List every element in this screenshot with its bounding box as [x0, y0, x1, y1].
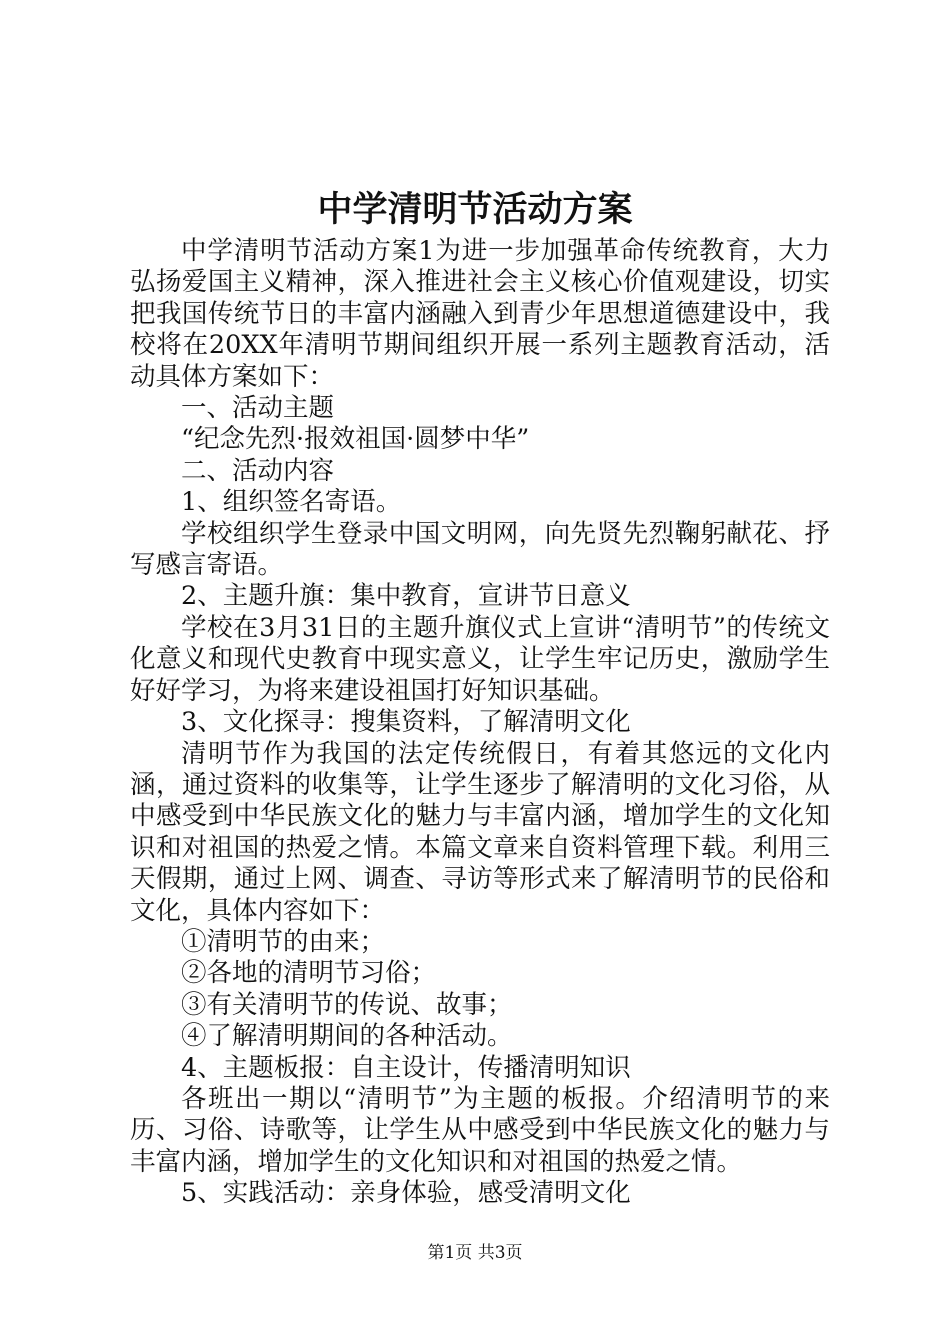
item-heading-4: 4、主题板报：自主设计，传播清明知识	[181, 1052, 631, 1083]
intro-paragraph: 中学清明节活动方案1为进一步加强革命传统教育，大力弘扬爱国主义精神，深入推进社会主义核心价值观建设，切实把我国传统节日的丰富内涵融入到青少年思想道德建设中，我校将在20XX年清明节期间组织开展一系列主题教育活动，活动具体方案如下：	[130, 236, 830, 392]
item-body-1: 学校组织学生登录中国文明网，向先贤先烈鞠躬献花、抒写感言寄语。	[130, 518, 830, 581]
list-item: ①清明节的由来；	[181, 926, 386, 957]
item-body-4: 各班出一期以“清明节”为主题的板报。介绍清明节的来历、习俗、诗歌等，让学生从中感受到中华民族文化的魅力与丰富内涵，增加学生的文化知识和对祖国的热爱之情。	[130, 1083, 830, 1177]
item-heading-5: 5、实践活动：亲身体验，感受清明文化	[181, 1178, 631, 1209]
list-item: ②各地的清明节习俗；	[181, 958, 437, 989]
item-heading-1: 1、组织签名寄语。	[181, 487, 402, 518]
section-heading-theme: 一、活动主题	[181, 393, 335, 424]
theme-slogan: “纪念先烈·报效祖国·圆梦中华”	[181, 424, 530, 455]
item-heading-3: 3、文化探寻：搜集资料，了解清明文化	[181, 707, 631, 738]
document-body	[130, 236, 830, 1210]
list-item: ③有关清明节的传说、故事；	[181, 989, 513, 1020]
document-title: 中学清明节活动方案	[317, 189, 633, 230]
item-body-3: 清明节作为我国的法定传统假日，有着其悠远的文化内涵，通过资料的收集等，让学生逐步了解清明的文化习俗，从中感受到中华民族文化的魅力与丰富内涵，增加学生的文化知识和对祖国的热爱之情。本篇文章来自资料管理下载。利用三天假期，通过上网、调查、寻访等形式来了解清明节的民俗和文化，具体内容如下：	[130, 738, 830, 926]
item-body-2: 学校在3月31日的主题升旗仪式上宣讲“清明节”的传统文化意义和现代史教育中现实意义，让学生牢记历史，激励学生好好学习，为将来建设祖国打好知识基础。	[130, 612, 830, 706]
section-heading-content: 二、活动内容	[181, 455, 335, 486]
item-heading-2: 2、主题升旗：集中教育，宣讲节日意义	[181, 581, 631, 612]
list-item: ④了解清明期间的各种活动。	[181, 1021, 513, 1052]
page-number-footer: 第1页 共3页	[427, 1243, 523, 1263]
